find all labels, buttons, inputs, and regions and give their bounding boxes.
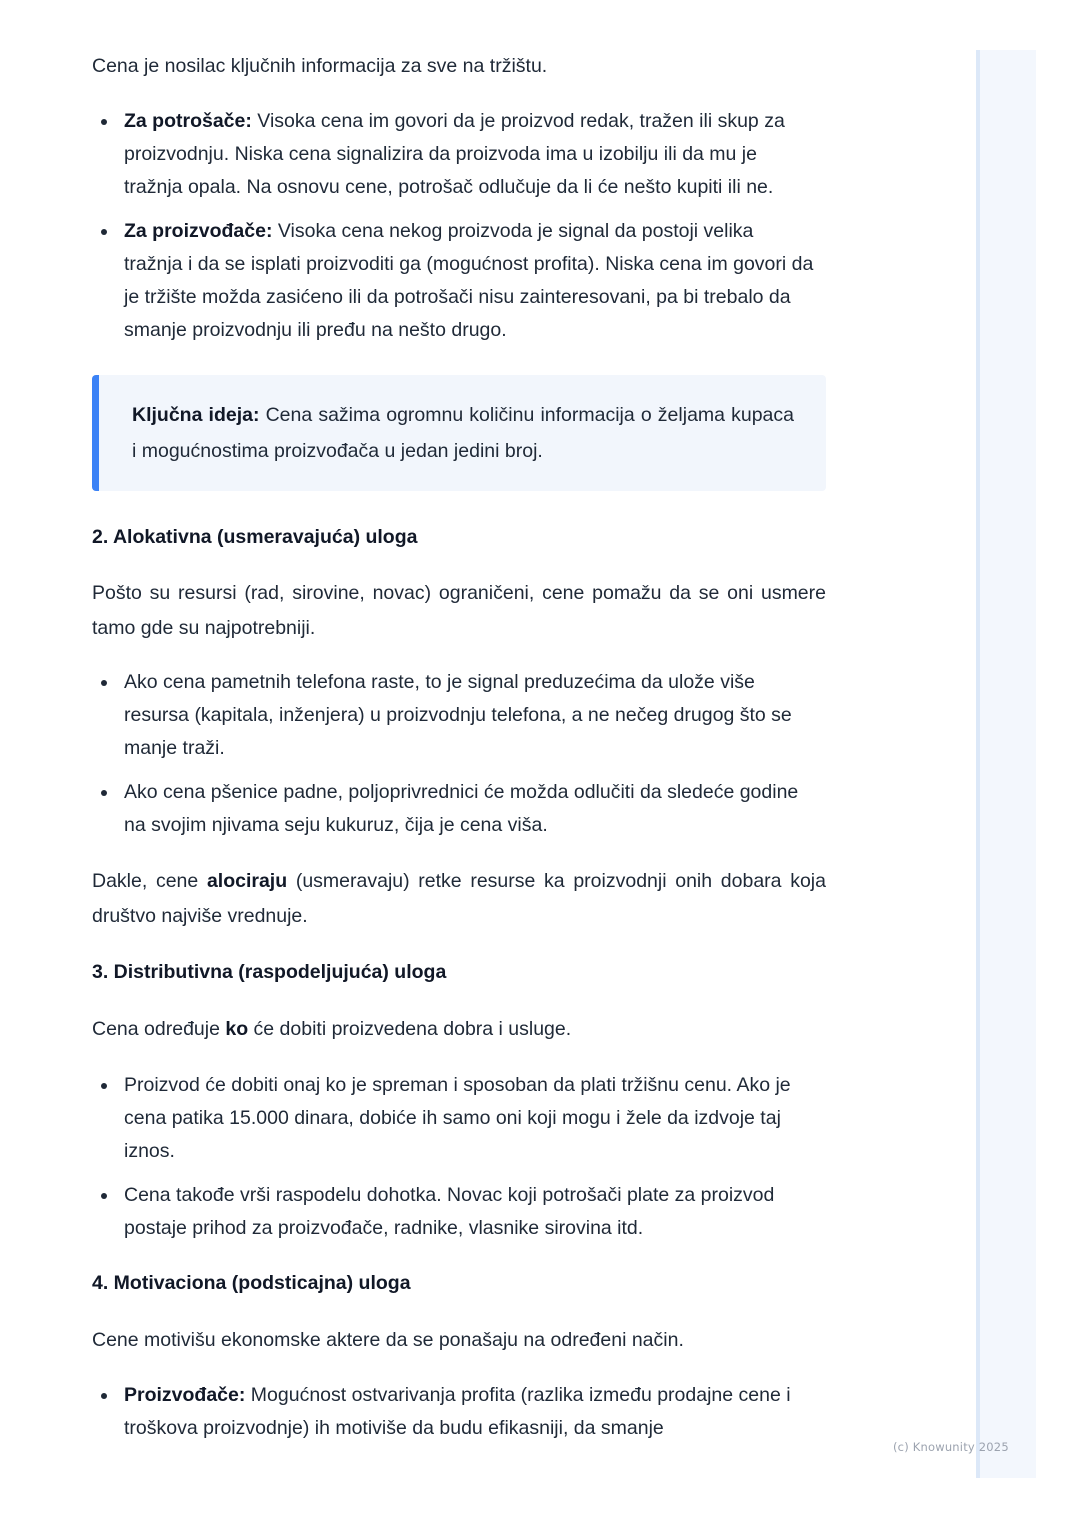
list-item-label: Za potrošače: <box>124 110 252 132</box>
summary-bold: alociraju <box>206 870 288 892</box>
list-item <box>92 105 826 204</box>
list-item-text: Visoka cena nekog proizvoda je signal da postoji velika tražnja i da se isplati proizvoditi ga (mogućnost profita). Niska cena im govori da je tržište možda zasićeno ili da potrošači nisu zainteresovani, pa bi trebalo da smanje proizvodnju ili pređu na nešto drugo. <box>124 220 814 341</box>
information-list <box>92 105 826 347</box>
section-heading-motivational: 4. Motivaciona (podsticajna) uloga <box>92 1272 411 1294</box>
side-panel <box>976 50 1036 1478</box>
list-item-label: Za proizvođače: <box>124 220 273 242</box>
list-item: Proizvod će dobiti onaj ko je spreman i sposoban da plati tržišnu cenu. Ako je cena patika 15.000 dinara, dobiće ih samo oni koji mogu i žele da izdvoje taj iznos. <box>92 1069 826 1168</box>
section-paragraph <box>92 1013 826 1046</box>
list-item-label: Proizvođače: <box>124 1384 246 1406</box>
allocative-list <box>92 666 826 842</box>
list-item-text: Visoka cena im govori da je proizvod redak, tražen ili skup za proizvodnju. Niska cena signalizira da proizvoda ima u izobilju ili da mu je tražnja opala. Na osnovu cene, potrošač odlučuje da li će nešto kupiti ili ne. <box>124 110 785 198</box>
list-item: Ako cena pšenice padne, poljoprivrednici će možda odlučiti da sledeće godine na svojim njivama seju kukuruz, čija je cena viša. <box>92 776 826 842</box>
section-paragraph: Pošto su resursi (rad, sirovine, novac) ograničeni, cene pomažu da se oni usmere tamo gde su najpotrebniji. <box>92 582 826 639</box>
section-heading-allocative: 2. Alokativna (usmeravajuća) uloga <box>92 526 418 548</box>
list-item <box>92 1379 826 1445</box>
intro-text: Cena određuje <box>92 1018 226 1040</box>
callout-label: Ključna ideja: <box>132 404 260 426</box>
motivational-list <box>92 1379 826 1445</box>
list-item: Ako cena pametnih telefona raste, to je signal preduzećima da ulože više resursa (kapitala, inženjera) u proizvodnju telefona, a ne nečeg drugog što se manje traži. <box>92 666 826 765</box>
list-item <box>92 215 826 347</box>
distributive-list <box>92 1069 826 1245</box>
watermark: (c) Knowunity 2025 <box>893 1440 1009 1454</box>
section-heading-distributive: 3. Distributivna (raspodeljujuća) uloga <box>92 961 447 983</box>
key-idea-callout <box>92 375 826 491</box>
section-paragraph <box>92 864 826 934</box>
section-paragraph: Cene motivišu ekonomske aktere da se ponašaju na određeni način. <box>92 1329 684 1351</box>
callout-text: Cena sažima ogromnu količinu informacija o željama kupaca i mogućnostima proizvođača u jedan jedini broj. <box>132 404 795 462</box>
summary-text: (usmeravaju) retke resurse ka proizvodnji onih dobara koja društvo najviše vrednuje. <box>92 870 826 927</box>
document-content <box>92 50 826 1445</box>
list-item-text: Mogućnost ostvarivanja profita (razlika između prodajne cene i troškova proizvodnje) ih motiviše da budu efikasniji, da smanje <box>124 1384 791 1439</box>
intro-bold: ko <box>225 1018 249 1040</box>
intro-text: će dobiti proizvedena dobra i usluge. <box>248 1018 572 1040</box>
summary-text: Dakle, cene <box>92 870 207 892</box>
intro-paragraph: Cena je nosilac ključnih informacija za sve na tržištu. <box>92 55 548 77</box>
list-item: Cena takođe vrši raspodelu dohotka. Novac koji potrošači plate za proizvod postaje prihod za proizvođače, radnike, vlasnike sirovina itd. <box>92 1179 826 1245</box>
